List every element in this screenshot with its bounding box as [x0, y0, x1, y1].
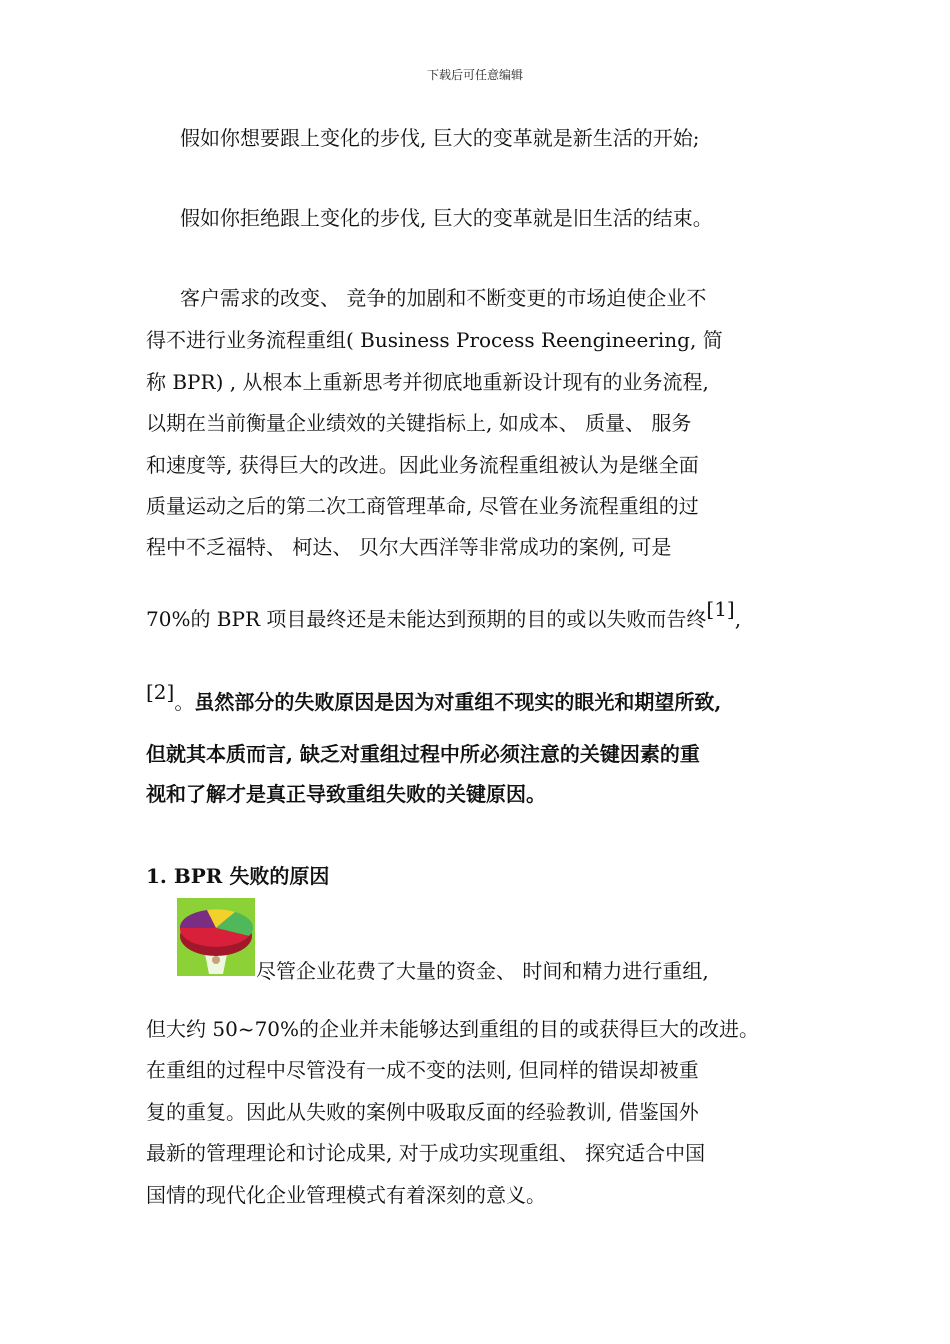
intro-line-2: 得不进行业务流程重组( Business Process Reengineering, 简	[146, 328, 723, 352]
quote-line-1: 假如你想要跟上变化的步伐, 巨大的变革就是新生活的开始;	[180, 126, 700, 150]
comma: ,	[734, 607, 742, 631]
period: 。	[174, 690, 195, 714]
section-line-2: 在重组的过程中尽管没有一成不变的法则, 但同样的错误却被重	[146, 1058, 699, 1082]
page-header: 下载后可任意编辑	[426, 68, 523, 82]
intro-line-4: 以期在当前衡量企业绩效的关键指标上, 如成本、 质量、 服务	[146, 411, 692, 435]
quote-line-2: 假如你拒绝跟上变化的步伐, 巨大的变革就是旧生活的结束。	[180, 206, 713, 230]
bold-sentence-3: 视和了解才是真正导致重组失败的关键原因。	[146, 782, 546, 806]
pie-chart-icon	[177, 898, 255, 976]
bold-sentence-1: 虽然部分的失败原因是因为对重组不现实的眼光和期望所致,	[194, 690, 722, 714]
section-line-5: 国情的现代化企业管理模式有着深刻的意义。	[146, 1183, 546, 1207]
intro-line-9	[146, 680, 722, 716]
section-heading: 1. BPR 失败的原因	[146, 864, 330, 888]
section-first-line: 尽管企业花费了大量的资金、 时间和精力进行重组,	[256, 959, 709, 983]
intro-line-6: 质量运动之后的第二次工商管理革命, 尽管在业务流程重组的过	[146, 494, 699, 518]
section-line-3: 复的重复。因此从失败的案例中吸取反面的经验教训, 借鉴国外	[146, 1100, 699, 1124]
citation-2[interactable]: [2]	[146, 680, 175, 704]
pie-chart-image	[177, 898, 255, 976]
intro-line-3: 称 BPR) , 从根本上重新思考并彻底地重新设计现有的业务流程,	[146, 370, 709, 394]
bold-sentence-2: 但就其本质而言, 缺乏对重组过程中所必须注意的关键因素的重	[146, 742, 700, 766]
citation-1[interactable]: [1]	[706, 597, 735, 621]
intro-line-7: 程中不乏福特、 柯达、 贝尔大西洋等非常成功的案例, 可是	[146, 535, 672, 559]
intro-line-5: 和速度等, 获得巨大的改进。因此业务流程重组被认为是继全面	[146, 453, 699, 477]
intro-line-8	[146, 597, 742, 633]
intro-line-8-text: 70%的 BPR 项目最终还是未能达到预期的目的或以失败而告终	[146, 607, 707, 631]
section-line-4: 最新的管理理论和讨论成果, 对于成功实现重组、 探究适合中国	[146, 1141, 706, 1165]
section-line-1: 但大约 50~70%的企业并未能够达到重组的目的或获得巨大的改进。	[146, 1017, 760, 1041]
intro-line-1: 客户需求的改变、 竞争的加剧和不断变更的市场迫使企业不	[180, 286, 707, 310]
